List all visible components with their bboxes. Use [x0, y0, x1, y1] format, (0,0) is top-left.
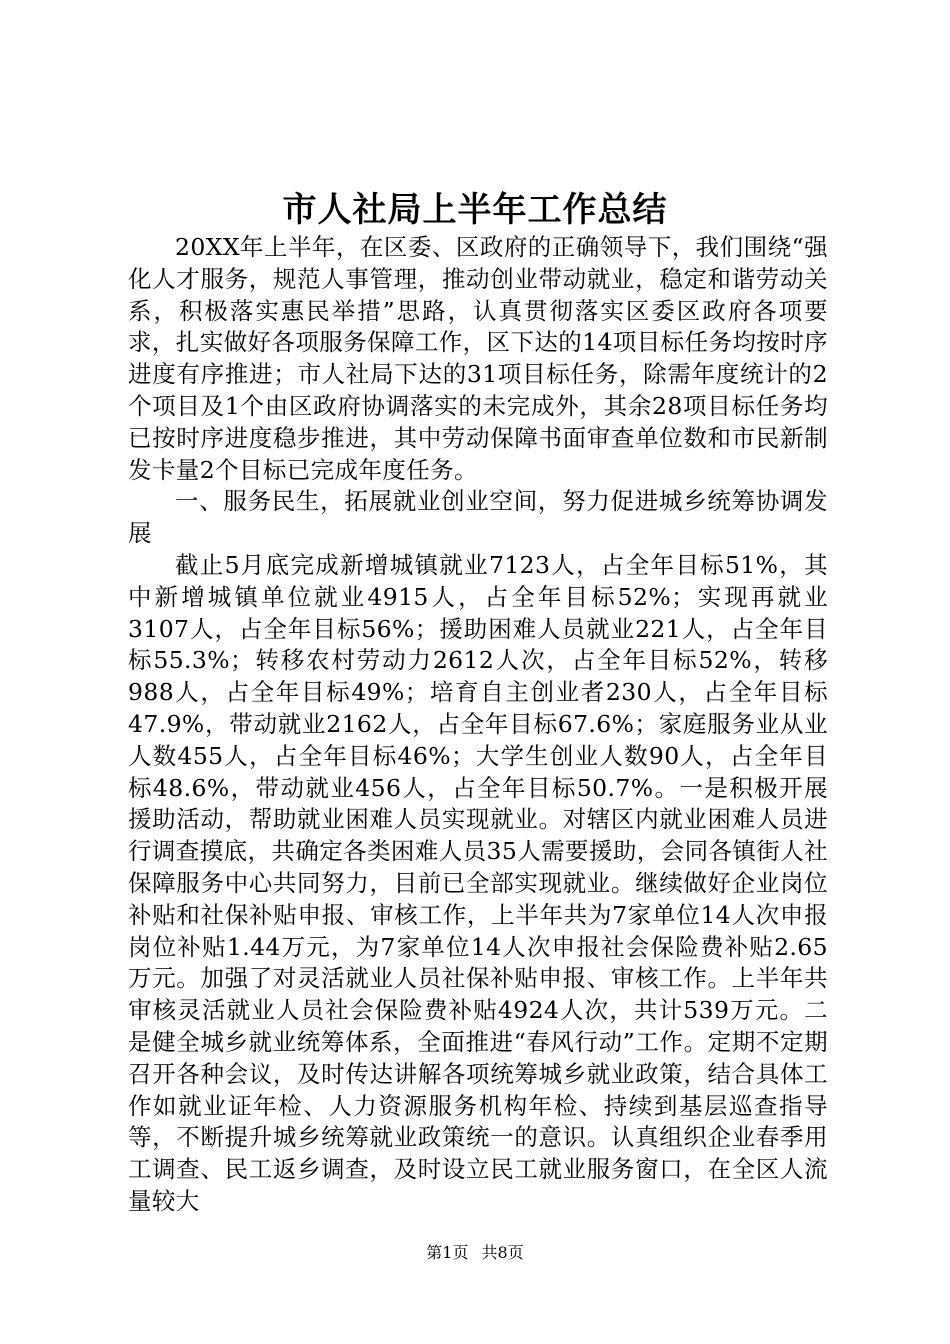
section-heading-1: 一、服务民生，拓展就业创业空间，努力促进城乡统筹协调发展	[128, 487, 828, 548]
page-footer	[0, 1242, 950, 1264]
page-number: 第1页	[426, 1243, 469, 1262]
paragraph-employment: 截止5月底完成新增城镇就业7123人，占全年目标51%，其中新增城镇单位就业4915人，占全年目标52%；实现再就业3107人，占全年目标56%；援助困难人员就业221人，占全年目标55.3%；转移农村劳动力2612人次，占全年目标52%，转移988人，占全年目标49%；培育自主创业者230人，占全年目标47.9%，带动就业2162人，占全年目标67.6%；家庭服务业从业人数455人，占全年目标46%；大学生创业人数90人，占全年目标48.6%，带动就业456人，占全年目标50.7%。一是积极开展援助活动，帮助就业困难人员实现就业。对辖区内就业困难人员进行调查摸底，共确定各类困难人员35人需要援助，会同各镇街人社保障服务中心共同努力，目前已全部实现就业。继续做好企业岗位补贴和社保补贴申报、审核工作，上半年共为7家单位14人次申报岗位补贴1.44万元，为7家单位14人次申报社会保险费补贴2.65万元。加强了对灵活就业人员社保补贴申报、审核工作。上半年共审核灵活就业人员社会保险费补贴4924人次，共计539万元。二是健全城乡就业统筹体系，全面推进“春风行动”工作。定期不定期召开各种会议，及时传达讲解各项统筹城乡就业政策，结合具体工作如就业证年检、人力资源服务机构年检、持续到基层巡查指导等，不断提升城乡统筹就业政策统一的意识。认真组织企业春季用工调查、民工返乡调查，及时设立民工就业服务窗口，在全区人流量较大	[128, 550, 828, 1215]
page-total: 共8页	[481, 1243, 524, 1262]
document-body	[128, 232, 828, 1218]
document-title: 市人社局上半年工作总结	[282, 190, 668, 230]
paragraph-intro: 20XX年上半年，在区委、区政府的正确领导下，我们围绕“强化人才服务，规范人事管理，推动创业带动就业，稳定和谐劳动关系，积极落实惠民举措”思路，认真贯彻落实区委区政府各项要求，扎实做好各项服务保障工作，区下达的14项目标任务均按时序进度有序推进；市人社局下达的31项目标任务，除需年度统计的2个项目及1个由区政府协调落实的未完成外，其余28项目标任务均已按时序进度稳步推进，其中劳动保障书面审查单位数和市民新制发卡量2个目标已完成年度任务。	[128, 233, 828, 484]
